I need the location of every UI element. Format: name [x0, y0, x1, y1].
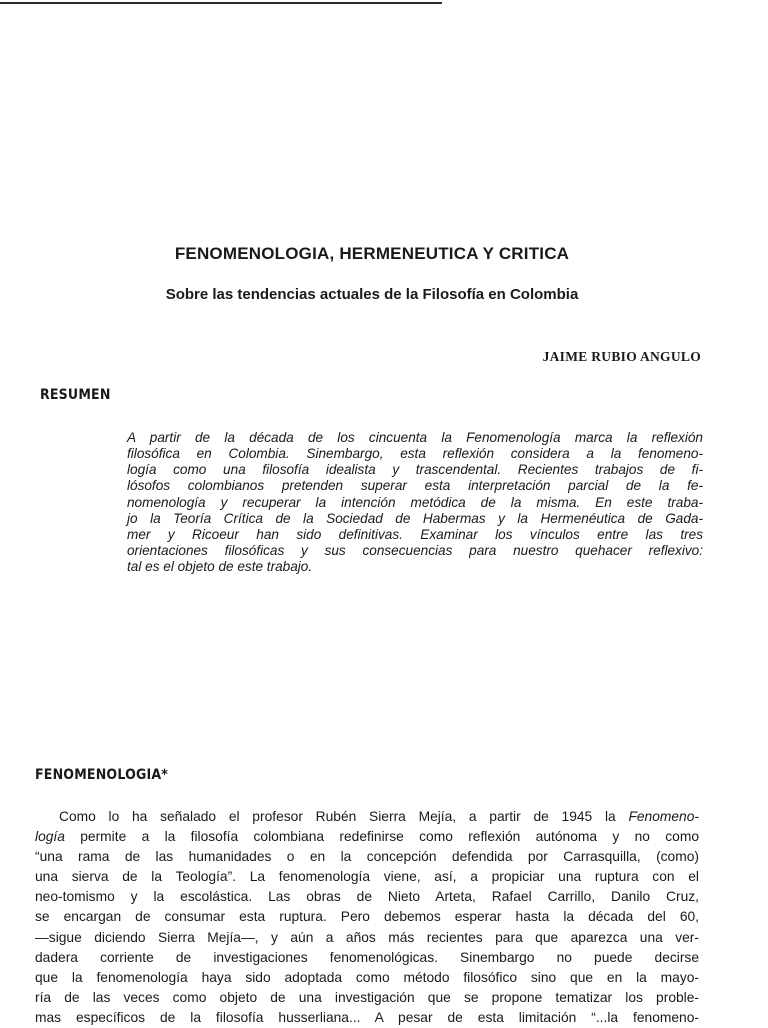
body-line-text: permite a la filosofía colombiana redefinirse como reflexión autónoma y no como	[64, 829, 699, 845]
body-line-text: neo-tomismo y la escolástica. Las obras de Nieto Arteta, Rafael Carrillo, Danilo Cruz,	[35, 889, 699, 905]
abstract-line: logía como una filosofía idealista y trascendental. Recientes trabajos de fi-	[127, 462, 703, 478]
body-line	[35, 948, 699, 968]
abstract-line: nomenología y recuperar la intención metódica de la misma. En este traba-	[127, 494, 703, 510]
body-line	[35, 827, 699, 847]
body-line	[35, 968, 699, 988]
abstract-line: orientaciones filosóficas y sus consecuencias para nuestro quehacer reflexivo:	[127, 543, 703, 559]
body-line	[35, 1008, 699, 1028]
abstract-line: jo la Teoría Crítica de la Sociedad de Habermas y la Hermenéutica de Gada-	[127, 510, 703, 526]
body-line-text: “una rama de las humanidades o en la concepción defendida por Carrasquilla, (como)	[35, 849, 699, 865]
article-title: FENOMENOLOGIA, HERMENEUTICA Y CRITICA	[174, 244, 570, 263]
body-line-text: mas específicos de la filosofía husserliana... A pesar de esta limitación “...la fenomeno-	[35, 1009, 699, 1025]
body-line-emphasis: Fenomeno-	[628, 809, 699, 824]
body-line	[35, 807, 699, 827]
body-line-text: se encargan de consumar esta ruptura. Pero debemos esperar hasta la década del 60,	[35, 909, 699, 925]
body-line-text: que la fenomenología haya sido adoptada como método filosófico sino que en la mayo-	[35, 969, 699, 985]
body-line	[35, 867, 699, 887]
resumen-heading: RESUMEN	[40, 387, 111, 403]
body-line-emphasis: logía	[35, 829, 65, 845]
body-paragraph	[35, 807, 699, 1028]
abstract-line: filosófica en Colombia. Sinembargo, esta reflexión considera a la fenomeno-	[127, 446, 703, 462]
abstract-line: mer y Ricoeur han sido definitivas. Examinar los vínculos entre las tres	[127, 526, 703, 542]
body-line-text: Como lo ha señalado el profesor Rubén Sierra Mejía, a partir de 1945 la	[59, 809, 629, 824]
body-line	[35, 907, 699, 927]
abstract-line: A partir de la década de los cincuenta la Fenomenología marca la reflexión	[127, 430, 703, 445]
body-line	[35, 887, 699, 907]
article-subtitle: Sobre las tendencias actuales de la Filosofía en Colombia	[165, 286, 579, 303]
body-line-text: —sigue diciendo Sierra Mejía—, y aún a años más recientes para que aparezca una ver-	[35, 929, 699, 945]
author-name: JAIME RUBIO ANGULO	[542, 349, 701, 364]
body-line-text: dadera corriente de investigaciones fenomenológicas. Sinembargo no puede decirse	[35, 949, 699, 965]
fenomenologia-heading: FENOMENOLOGIA*	[35, 767, 169, 783]
abstract-line: lósofos colombianos pretenden superar esta interpretación parcial de la fe-	[127, 478, 703, 494]
body-line-text: una sierva de la Teología”. La fenomenología viene, así, a propiciar una ruptura con el	[35, 869, 699, 885]
body-line-text: ría de las veces como objeto de una investigación que se propone tematizar los proble-	[35, 989, 699, 1005]
top-rule	[0, 2, 442, 4]
body-line	[35, 988, 699, 1008]
abstract-block	[127, 430, 703, 575]
body-line	[35, 847, 699, 867]
abstract-line: tal es el objeto de este trabajo.	[127, 559, 313, 575]
body-line	[35, 928, 699, 948]
